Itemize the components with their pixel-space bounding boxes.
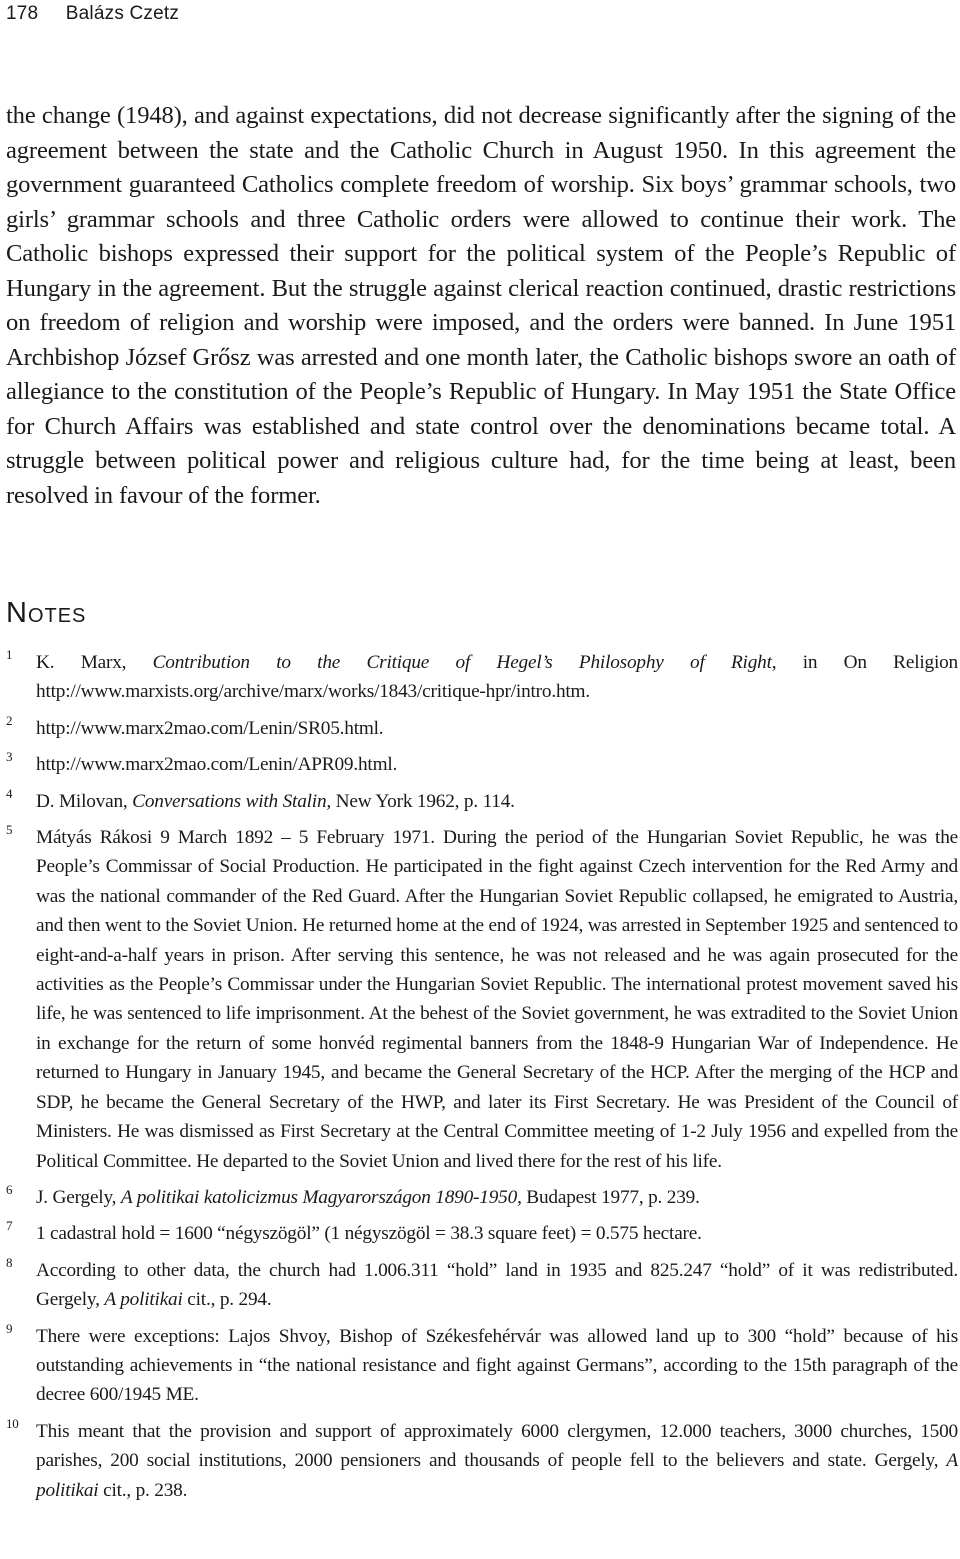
note-text [36, 714, 958, 743]
note-text-part: K. Marx, [36, 652, 153, 673]
note-number: 6 [6, 1181, 13, 1197]
note-text-part: This meant that the provision and support of approximately 6000 clergymen, 12.000 teachers, 3000 churches, 1500 parishes, 200 social institutions, 2000 pensioners and thousands of people fell to the believers and state. Gergely, [36, 1420, 958, 1472]
note-number: 2 [6, 712, 13, 728]
note-text [36, 750, 958, 779]
note-item [6, 1256, 958, 1315]
note-text-part: Mátyás Rákosi 9 March 1892 – 5 February 1971. During the period of the Hungarian Soviet Republic, he was the People’s Commissar of Social Production. He participated in the fight against Czech intervention for the Red Army and was the national commander of the Red Guard. After the Hungarian Soviet Republic collapsed, he emigrated to Austria, and then went to the Soviet Union. He returned home at the end of 1924, was arrested in September 1925 and sentenced to eight-and-a-half years in prison. After serving this sentence, he was not released and he was again prosecuted for the activities as the People’s Commissar under the Hungarian Soviet Republic. The international protest movement saved his life, he was sentenced to life imprisonment. At the behest of the Soviet government, he was extradited to the Soviet Union in exchange for the return of some honvéd regimental banners from the 1848-9 Hungarian War of Independence. He returned to Hungary in January 1945, and became the General Secretary of the HCP. After the merging of the HCP and SDP, he became the General Secretary of the HWP, and later its First Secretary. He was President of the Council of Ministers. He was dismissed as First Secretary at the Central Committee meeting of 1-2 July 1956 and expelled from the Political Committee. He departed to the Soviet Union and lived there for the rest of his life. [36, 827, 958, 1172]
note-text-part: New York 1962, p. 114. [331, 790, 515, 812]
note-number: 3 [6, 749, 13, 765]
note-title-italic: Contribution to the Critique of Hegel’s Philosophy of Right [152, 652, 772, 673]
note-title-italic: Conversations with Stalin, [132, 790, 332, 812]
note-number: 1 [6, 647, 13, 662]
note-number: 7 [6, 1218, 13, 1234]
notes-list [6, 648, 958, 1512]
note-item [6, 787, 958, 816]
running-author: Balázs Czetz [65, 3, 180, 24]
page-number: 178 [6, 3, 39, 24]
note-text-part: http://www.marx2mao.com/Lenin/APR09.html. [36, 754, 398, 776]
note-number: 10 [6, 1415, 19, 1431]
note-text [36, 823, 958, 1176]
note-text [36, 1322, 958, 1410]
note-text-part: D. Milovan, [36, 790, 133, 812]
note-item [6, 823, 958, 1176]
note-number: 9 [6, 1320, 13, 1336]
note-text [36, 1219, 958, 1248]
note-text-part: There were exceptions: Lajos Shvoy, Bishop of Székesfehérvár was allowed land up to 300 “hold” because of his outstanding achievements in “the national resistance and fight against Germans”, according to the 15th paragraph of the decree 600/1945 ME. [36, 1325, 958, 1406]
note-text-part: , in On Religion http://www.marxists.org/archive/marx/works/1843/critique-hpr/intro.htm. [36, 652, 958, 703]
note-item [6, 1219, 958, 1248]
notes-heading: Notes [6, 597, 87, 629]
note-text [36, 787, 958, 816]
note-title-italic: A politikai katolicizmus Magyarországon 1890-1950 [120, 1186, 518, 1208]
note-item [6, 1183, 958, 1212]
note-text [36, 1183, 958, 1212]
note-item [6, 1322, 958, 1410]
note-text-part: 1 cadastral hold = 1600 “négyszögöl” (1 négyszögöl = 38.3 square feet) = 0.575 hectare. [36, 1223, 702, 1245]
note-item [6, 648, 958, 707]
note-number: 4 [6, 785, 13, 801]
note-item [6, 750, 958, 779]
note-text-part: http://www.marx2mao.com/Lenin/SR05.html. [36, 717, 384, 739]
note-text [36, 1256, 958, 1315]
note-item [6, 1417, 958, 1505]
note-text-part: cit., p. 238. [98, 1479, 188, 1501]
note-title-italic: A politikai [104, 1289, 183, 1311]
note-item [6, 714, 958, 743]
note-text-part: , Budapest 1977, p. 239. [517, 1186, 700, 1208]
note-text [36, 1417, 958, 1505]
note-text-part: cit., p. 294. [182, 1289, 272, 1311]
note-number: 5 [6, 822, 13, 838]
note-title-italic: A politikai [36, 1450, 958, 1501]
note-text [36, 648, 958, 707]
note-text-part: J. Gergely, [36, 1186, 121, 1208]
note-text-part: According to other data, the church had 1.006.311 “hold” land in 1935 and 825.247 “hold” of it was redistributed. Gergely, [36, 1259, 958, 1311]
body-paragraph: the change (1948), and against expectations, did not decrease significantly after the signing of the agreement between the state and the Catholic Church in August 1950. In this agreement the government guaranteed Catholics complete freedom of worship. Six boys’ grammar schools, two girls’ grammar schools and three Catholic orders were allowed to continue their work. The Catholic bishops expressed their support for the political system of the People’s Republic of Hungary in the agreement. But the struggle against clerical reaction continued, drastic restrictions on freedom of religion and worship were imposed, and the orders were banned. In June 1951 Archbishop József Grősz was arrested and one month later, the Catholic bishops swore an oath of allegiance to the constitution of the People’s Republic of Hungary. In May 1951 the State Office for Church Affairs was established and state control over the denominations became total. A struggle between political power and religious culture had, for the time being at least, been resolved in favour of the former. [6, 102, 956, 509]
running-header [6, 2, 179, 26]
note-number: 8 [6, 1254, 13, 1270]
